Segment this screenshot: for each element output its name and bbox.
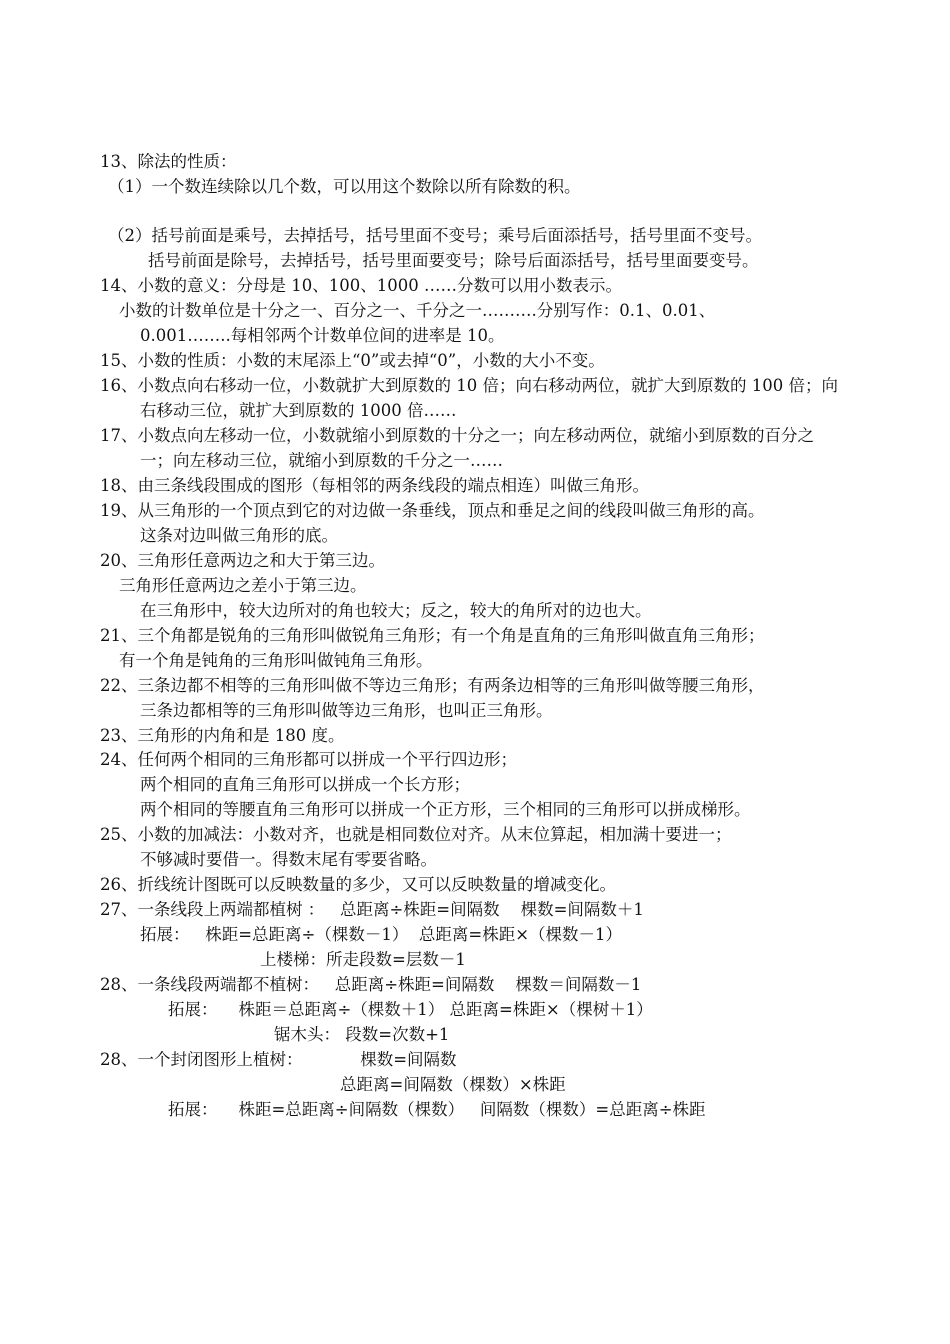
text-line: 16、小数点向右移动一位，小数就扩大到原数的 10 倍；向右移动两位，就扩大到原数的 100 倍；向 xyxy=(100,376,838,395)
text-line: （1）一个数连续除以几个数，可以用这个数除以所有除数的积。 xyxy=(108,177,581,196)
text-line: 19、从三角形的一个顶点到它的对边做一条垂线，顶点和垂足之间的线段叫做三角形的高。 xyxy=(100,501,765,520)
text-line: 两个相同的等腰直角三角形可以拼成一个正方形，三个相同的三角形可以拼成梯形。 xyxy=(140,800,751,819)
text-line: 27、一条线段上两端都植树 ： 总距离÷株距=间隔数 棵数=间隔数＋1 xyxy=(100,900,644,919)
text-line: 小数的计数单位是十分之一、百分之一、千分之一……….分别写作：0.1、0.01、 xyxy=(119,301,716,320)
text-line: 上楼梯：所走段数=层数－1 xyxy=(260,950,466,969)
text-line: 13、除法的性质： xyxy=(100,152,237,171)
text-line: 17、小数点向左移动一位，小数就缩小到原数的十分之一；向左移动两位，就缩小到原数的百分之 xyxy=(100,426,814,445)
text-line: （2）括号前面是乘号，去掉括号，括号里面不变号；乘号后面添括号，括号里面不变号。 xyxy=(108,226,762,245)
text-line: 三条边都相等的三角形叫做等边三角形，也叫正三角形。 xyxy=(140,701,553,720)
text-line: 右移动三位，就扩大到原数的 1000 倍…… xyxy=(140,401,457,420)
text-line: 一；向左移动三位，就缩小到原数的千分之一…… xyxy=(140,451,503,470)
text-line: 锯木头： 段数=次数+1 xyxy=(274,1025,450,1044)
text-line: 15、小数的性质：小数的末尾添上“0”或去掉“0”，小数的大小不变。 xyxy=(100,351,605,370)
text-line: 28、一条线段两端都不植树： 总距离÷株距=间隔数 棵数＝间隔数－1 xyxy=(100,975,642,994)
text-line: 两个相同的直角三角形可以拼成一个长方形； xyxy=(140,775,470,794)
text-line: 不够减时要借一。得数末尾有零要省略。 xyxy=(140,850,437,869)
text-line: 这条对边叫做三角形的底。 xyxy=(140,526,338,545)
text-line: 21、三个角都是锐角的三角形叫做锐角三角形；有一个角是直角的三角形叫做直角三角形； xyxy=(100,626,765,645)
text-line: 在三角形中，较大边所对的角也较大；反之，较大的角所对的边也大。 xyxy=(140,601,652,620)
text-line: 拓展： 株距=总距离÷（棵数－1） 总距离=株距×（棵数－1） xyxy=(140,925,623,944)
text-line: 拓展： 株距＝总距离÷（棵数＋1） 总距离=株距×（棵树＋1） xyxy=(168,1000,653,1019)
text-line: 14、小数的意义：分母是 10、100、1000 ……分数可以用小数表示。 xyxy=(100,276,622,295)
text-line: 20、三角形任意两边之和大于第三边。 xyxy=(100,551,385,570)
text-line: 拓展： 株距=总距离÷间隔数（棵数） 间隔数（棵数）=总距离÷株距 xyxy=(168,1100,706,1119)
text-line: 24、任何两个相同的三角形都可以拼成一个平行四边形； xyxy=(100,750,517,769)
text-line: 括号前面是除号，去掉括号，括号里面要变号；除号后面添括号，括号里面要变号。 xyxy=(148,251,759,270)
text-line: 25、小数的加减法：小数对齐，也就是相同数位对齐。从末位算起，相加满十要进一； xyxy=(100,825,732,844)
text-line: 28、一个封闭图形上植树： 棵数=间隔数 xyxy=(100,1050,457,1069)
text-line: 26、折线统计图既可以反映数量的多少，又可以反映数量的增减变化。 xyxy=(100,875,616,894)
text-line: 22、三条边都不相等的三角形叫做不等边三角形；有两条边相等的三角形叫做等腰三角形， xyxy=(100,676,765,695)
text-line: 三角形任意两边之差小于第三边。 xyxy=(119,576,367,595)
text-line: 18、由三条线段围成的图形（每相邻的两条线段的端点相连）叫做三角形。 xyxy=(100,476,649,495)
text-line: 总距离=间隔数（棵数）×株距 xyxy=(340,1075,566,1094)
text-line: 有一个角是钝角的三角形叫做钝角三角形。 xyxy=(119,651,433,670)
text-line: 23、三角形的内角和是 180 度。 xyxy=(100,726,345,745)
text-line: 0.001……..每相邻两个计数单位间的进率是 10。 xyxy=(140,326,505,345)
